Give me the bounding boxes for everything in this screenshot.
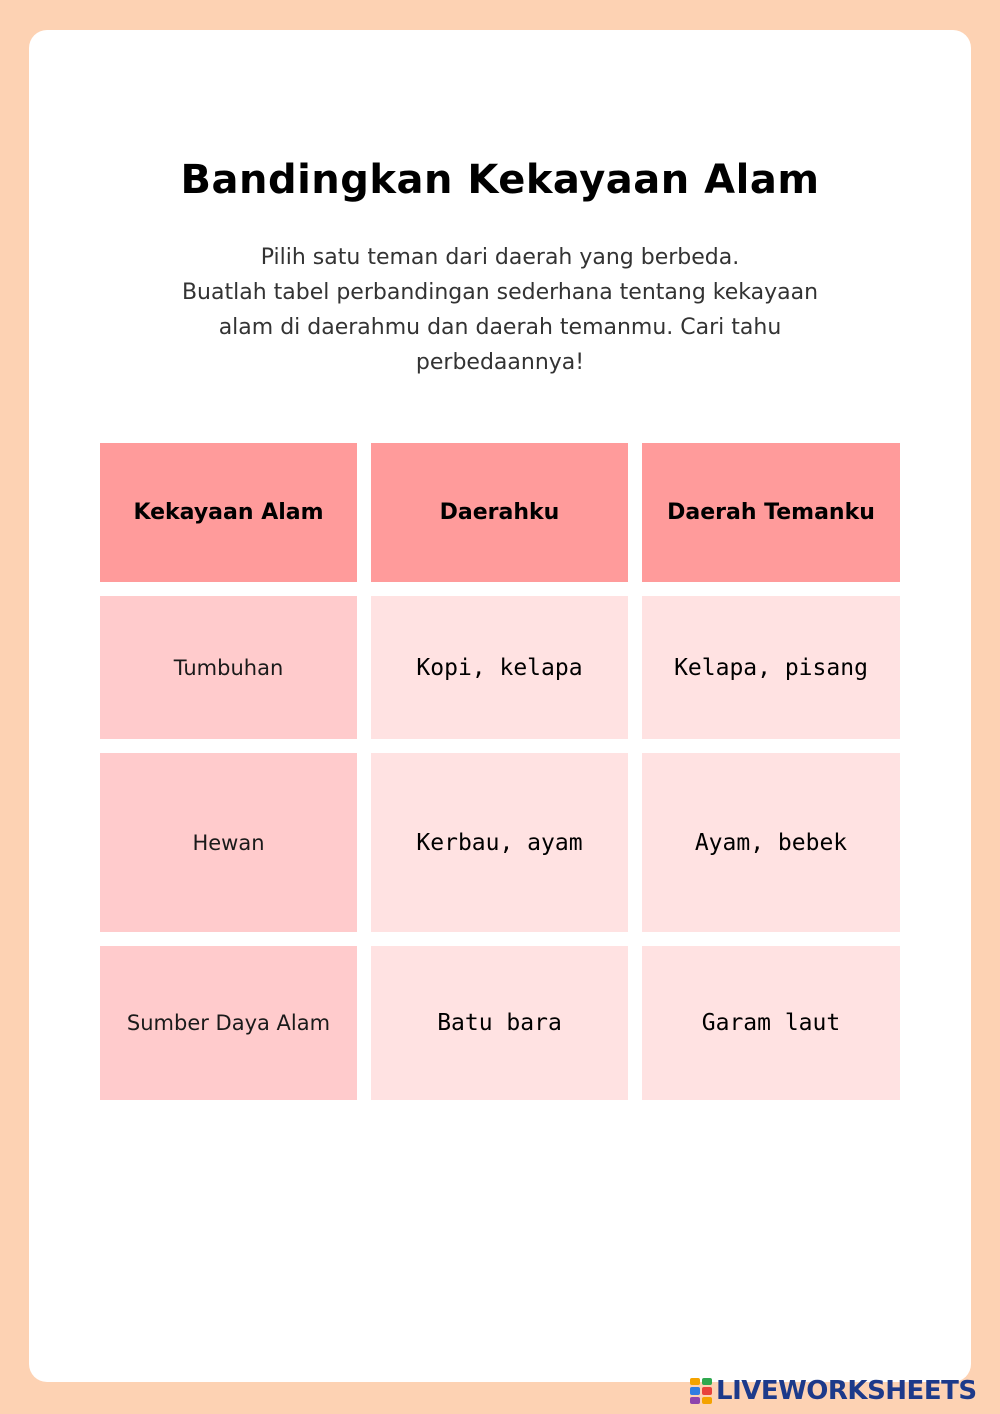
liveworksheets-watermark [690,1374,977,1408]
watermark-text: LIVEWORKSHEETS [716,1376,977,1406]
category-cell: Hewan [100,753,357,932]
daerahku-answer-cell[interactable]: Kopi, kelapa [371,596,628,739]
daerah-temanku-answer-cell[interactable]: Ayam, bebek [642,753,900,932]
daerahku-answer-cell[interactable]: Kerbau, ayam [371,753,628,932]
daerah-temanku-answer-cell[interactable]: Garam laut [642,946,900,1100]
instruction-line: Pilih satu teman dari daerah yang berbeda. [260,245,740,270]
header-daerah-temanku: Daerah Temanku [642,443,900,582]
daerahku-answer-cell[interactable]: Batu bara [371,946,628,1100]
header-daerahku: Daerahku [371,443,628,582]
instruction-line: Buatlah tabel perbandingan sederhana tentang kekayaan [181,280,819,305]
worksheet-title: Bandingkan Kekayaan Alam [180,157,820,203]
liveworksheets-logo-icon [690,1378,712,1404]
instruction-line: perbedaannya! [415,350,585,375]
daerah-temanku-answer-cell[interactable]: Kelapa, pisang [642,596,900,739]
header-kekayaan-alam: Kekayaan Alam [100,443,357,582]
category-cell: Sumber Daya Alam [100,946,357,1100]
instruction-line: alam di daerahmu dan daerah temanmu. Cari tahu [218,315,782,340]
category-cell: Tumbuhan [100,596,357,739]
instructions-text [160,240,840,380]
